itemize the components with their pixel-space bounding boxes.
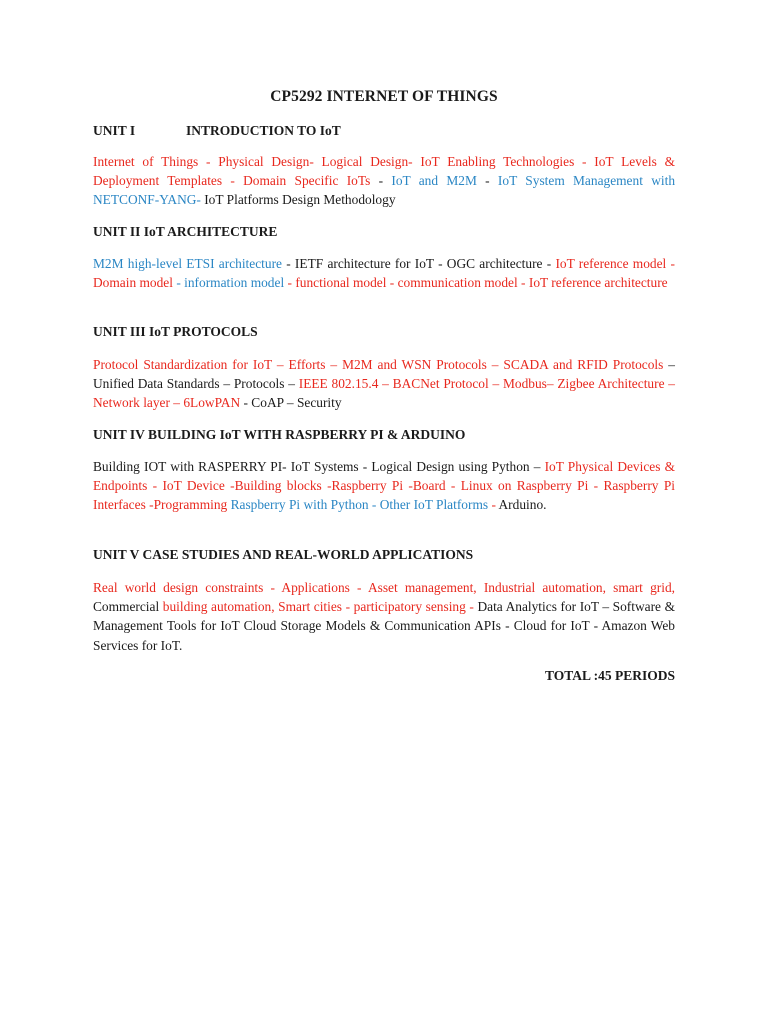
unit-1-segment: IoT and M2M	[391, 173, 477, 189]
unit-3-description	[93, 355, 675, 413]
document-title: CP5292 INTERNET OF THINGS	[270, 88, 498, 105]
unit-5-segment: building automation, Smart cities - participatory sensing -	[162, 599, 474, 615]
unit-1-segment: -	[476, 173, 498, 189]
unit-2-segment: - information model	[172, 275, 285, 291]
unit-5-segment: Commercial	[93, 599, 163, 615]
unit-4-segment: Raspberry Pi with Python - Other IoT Platforms	[227, 497, 489, 513]
unit-1-segment: IoT System Management with NETCONF-YANG-	[93, 173, 676, 208]
total-periods: TOTAL :45 PERIODS	[544, 668, 675, 683]
unit-4-description	[93, 457, 675, 515]
unit-4-segment: -	[488, 497, 499, 513]
unit-3-heading: UNIT III IoT PROTOCOLS	[93, 324, 258, 339]
unit-5-heading: UNIT V CASE STUDIES AND REAL-WORLD APPLICATIONS	[93, 547, 474, 562]
unit-1-segment: -	[370, 173, 392, 189]
unit-2-segment: IoT reference model - Domain model	[93, 256, 675, 291]
unit-1-label: UNIT I	[93, 123, 136, 138]
unit-2-segment: - IETF architecture for IoT - OGC architecture -	[281, 256, 556, 271]
unit-2-segment: - functional model - communication model - IoT reference architecture	[284, 275, 668, 291]
unit-2-description	[93, 254, 675, 292]
unit-1-description	[93, 152, 675, 210]
unit-4-segment: Arduino.	[498, 497, 547, 513]
unit-2-heading: UNIT II IoT ARCHITECTURE	[93, 224, 278, 239]
unit-3-segment: - CoAP – Security	[240, 395, 342, 411]
unit-4-segment: Building IOT with RASPERRY PI- IoT Systems - Logical Design using Python –	[93, 459, 545, 474]
unit-4-heading: UNIT IV BUILDING IoT WITH RASPBERRY PI & ARDUINO	[93, 427, 466, 442]
unit-5-segment: Data Analytics for IoT – Software & Management Tools for IoT Cloud Storage Models & Communication APIs - Cloud for IoT - Amazon Web Services for IoT.	[93, 599, 675, 653]
unit-3-segment: IEEE 802.15.4 – BACNet Protocol – Modbus– Zigbee Architecture – Network layer – 6LowPAN	[93, 376, 675, 411]
unit-1-segment: IoT Platforms Design Methodology	[200, 192, 396, 208]
unit-3-segment: – Unified Data Standards – Protocols –	[93, 357, 675, 392]
unit-1-segment: Internet of Things - Physical Design- Logical Design- IoT Enabling Technologies - IoT Levels & Deployment Templates - Domain Specific IoTs	[93, 154, 675, 189]
unit-4-segment: IoT Physical Devices & Endpoints - IoT Device -Building blocks -Raspberry Pi -Board - Linux on Raspberry Pi - Raspberry Pi Interfaces -Programming	[93, 459, 676, 513]
unit-1-title: INTRODUCTION TO IoT	[186, 123, 341, 138]
unit-2-segment: M2M high-level ETSI architecture	[93, 256, 282, 271]
unit-5-description	[93, 578, 675, 655]
unit-1-heading	[93, 123, 675, 139]
unit-3-segment: Protocol Standardization for IoT – Efforts – M2M and WSN Protocols – SCADA and RFID Protocols	[93, 357, 664, 372]
unit-5-segment: Real world design constraints - Applications - Asset management, Industrial automation, smart grid,	[93, 580, 675, 595]
